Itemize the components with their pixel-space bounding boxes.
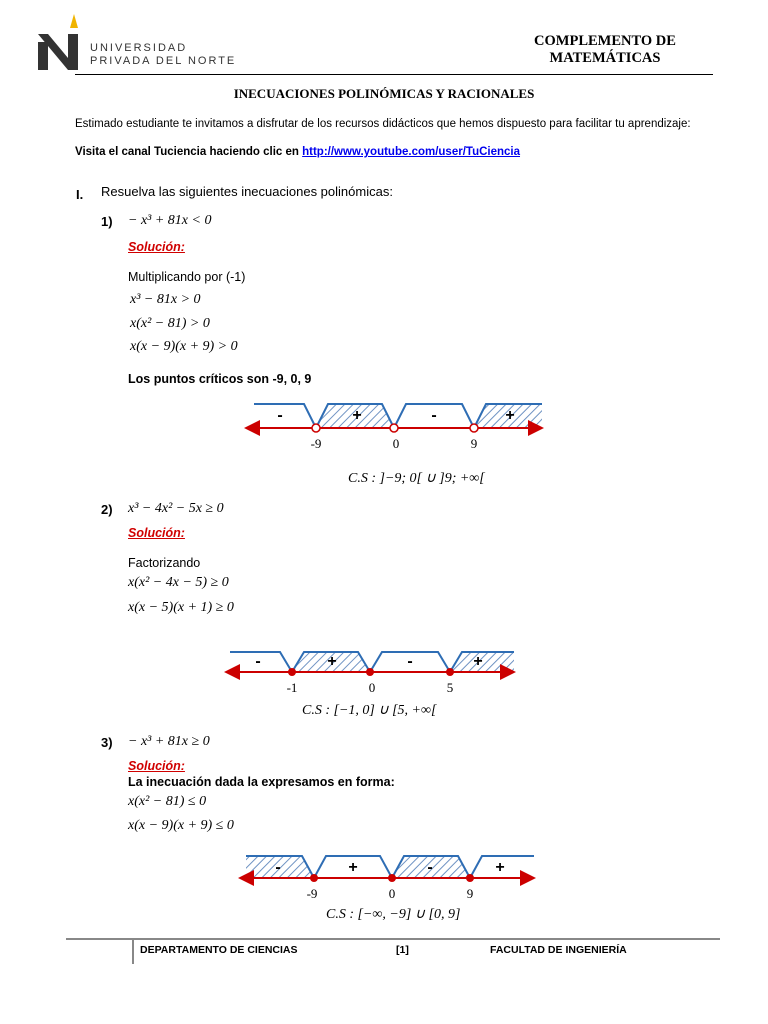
problem-2-step-2: x(x − 5)(x + 1) ≥ 0 (128, 600, 234, 615)
tick-label: 0 (392, 436, 400, 451)
critical-point-open (312, 424, 320, 432)
problem-1-solution-set: C.S : ]−9; 0[ ∪ ]9; +∞[ (348, 471, 485, 486)
tick-label: 0 (368, 680, 376, 695)
page-title: INECUACIONES POLINÓMICAS Y RACIONALES (233, 86, 535, 101)
footer-faculty: FACULTAD DE INGENIERÍA (490, 944, 627, 956)
trapezoid-1 (254, 404, 316, 428)
footer-department: DEPARTAMENTO DE CIENCIAS (140, 944, 298, 956)
sign-label: - (277, 407, 283, 424)
problem-1-sign-chart (240, 398, 550, 454)
tick-label: -1 (286, 680, 298, 695)
problem-2-number: 2) (101, 502, 113, 517)
problem-1-inequality: − x³ + 81x < 0 (128, 213, 212, 228)
tick-label: 5 (446, 680, 454, 695)
critical-point-closed (388, 874, 396, 882)
problem-3-step-2: x(x − 9)(x + 9) ≤ 0 (128, 818, 234, 833)
problem-3-solution-set: C.S : [−∞, −9] ∪ [0, 9] (326, 907, 461, 922)
critical-point-open (470, 424, 478, 432)
problem-1-step-3: x(x − 9)(x + 9) > 0 (130, 339, 238, 354)
problem-3-sign-chart (236, 852, 538, 908)
visit-line (75, 146, 520, 158)
problem-1-number: 1) (101, 214, 113, 229)
course-title: COMPLEMENTO DE MATEMÁTICAS (534, 33, 676, 66)
sign-label: + (327, 653, 337, 670)
section-text: Resuelva las siguientes inecuaciones polinómicas: (101, 184, 393, 199)
problem-2-solution-label: Solución: (128, 526, 185, 540)
problem-2-inequality: x³ − 4x² − 5x ≥ 0 (128, 501, 224, 516)
sign-label: + (495, 859, 505, 876)
sign-label: + (352, 407, 362, 424)
critical-point-open (390, 424, 398, 432)
tick-label: 9 (466, 886, 474, 901)
critical-point-closed (310, 874, 318, 882)
sign-label: - (427, 859, 433, 876)
header-rule (75, 74, 713, 75)
problem-1-step-label: Multiplicando por (-1) (128, 270, 246, 284)
problem-2-solution-set: C.S : [−1, 0] ∪ [5, +∞[ (302, 703, 437, 718)
visit-text: Visita el canal Tuciencia haciendo clic en (75, 146, 303, 158)
tick-label: -9 (310, 436, 322, 451)
section-number: I. (76, 187, 84, 202)
trapezoid-1 (230, 652, 292, 672)
problem-2-step-label: Factorizando (128, 556, 201, 570)
problem-1-solution-label: Solución: (128, 240, 185, 254)
tick-label: 9 (470, 436, 478, 451)
critical-point-closed (366, 668, 374, 676)
sign-label: + (505, 407, 515, 424)
sign-label: - (275, 859, 281, 876)
sign-label: + (473, 653, 483, 670)
logo-text: UNIVERSIDAD PRIVADA DEL NORTE (90, 42, 237, 67)
problem-2-sign-chart (222, 646, 522, 702)
problem-1-step-1: x³ − 81x > 0 (130, 292, 201, 307)
problem-2-step-1: x(x² − 4x − 5) ≥ 0 (128, 575, 229, 590)
problem-3-step-1: x(x² − 81) ≤ 0 (128, 794, 207, 809)
problem-3-step-label: La inecuación dada la expresamos en forma: (128, 775, 395, 789)
problem-3-inequality: − x³ + 81x ≥ 0 (128, 734, 210, 749)
footer-page-number: [1] (396, 944, 409, 956)
problem-3-number: 3) (101, 735, 113, 750)
sign-label: - (431, 407, 437, 424)
footer-rule (66, 938, 720, 940)
critical-point-closed (288, 668, 296, 676)
youtube-link[interactable]: http://www.youtube.com/user/TuCiencia (302, 146, 521, 158)
sign-label: - (255, 653, 261, 670)
footer-divider (132, 940, 134, 964)
problem-1-step-2: x(x² − 81) > 0 (130, 316, 210, 331)
critical-point-closed (466, 874, 474, 882)
problem-1-critical-points: Los puntos críticos son -9, 0, 9 (128, 372, 312, 386)
problem-3-solution-label: Solución: (128, 759, 185, 773)
tick-label: -9 (306, 886, 318, 901)
tick-label: 0 (388, 886, 396, 901)
sign-label: - (407, 653, 413, 670)
sign-label: + (348, 859, 358, 876)
intro-paragraph: Estimado estudiante te invitamos a disfrutar de los recursos didácticos que hemos dispuesto para facilitar tu aprendizaje: (75, 118, 691, 130)
critical-point-closed (446, 668, 454, 676)
